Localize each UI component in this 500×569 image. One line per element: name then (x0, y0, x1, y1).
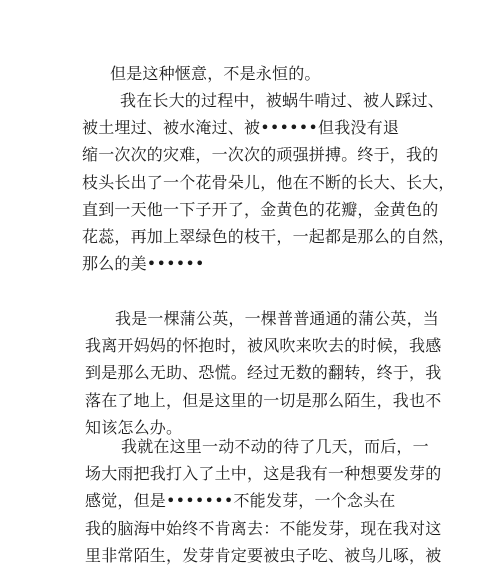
paragraph-3 (85, 305, 442, 441)
text-line: 那么的美•••••• (82, 254, 205, 274)
text-line: 被土埋过、被水淹过、被••••••但我没有退 (82, 118, 400, 138)
paragraph-2 (82, 87, 455, 277)
paragraph-4 (85, 433, 442, 569)
text-line: 我离开妈妈的怀抱时，被风吹来吹去的时候，我感 (85, 336, 442, 356)
text-line: 落在了地上，但是这里的一切是那么陌生，我也不 (85, 390, 442, 410)
text-line: 感觉，但是•••••••不能发芽，一个念头在 (85, 491, 396, 511)
text-line: 知该怎么办。 (85, 417, 183, 437)
text-line: 我是一棵蒲公英，一棵普普通通的蒲公英，当 (115, 309, 440, 328)
text-line: 我就在这里一动不动的待了几天，而后，一 (121, 437, 429, 456)
text-line: 我的脑海中始终不肯离去：不能发芽，现在我对这 (85, 518, 442, 538)
text-line: 但是这种惬意，不是永恒的。 (110, 64, 321, 83)
paragraph-1 (110, 60, 410, 87)
text-line: 直到一天他一下子开了，金黄色的花瓣，金黄色的 (82, 199, 439, 219)
text-line: 里非常陌生，发芽肯定要被虫子吃、被鸟儿啄，被 (85, 545, 442, 565)
text-line: 我在长大的过程中，被蜗牛啃过、被人踩过、 (120, 91, 445, 110)
text-line: 花蕊，再加上翠绿色的枝干，一起都是那么的自然， (82, 227, 455, 247)
text-line: 到是那么无助、恐慌。经过无数的翻转，终于，我 (85, 363, 442, 383)
text-line: 场大雨把我打入了土中，这是我有一种想要发芽的 (85, 464, 442, 484)
text-line: 缩一次次的灾难，一次次的顽强拼搏。终于，我的 (82, 145, 439, 165)
text-line: 枝头长出了一个花骨朵儿，他在不断的长大、长大， (82, 172, 455, 192)
